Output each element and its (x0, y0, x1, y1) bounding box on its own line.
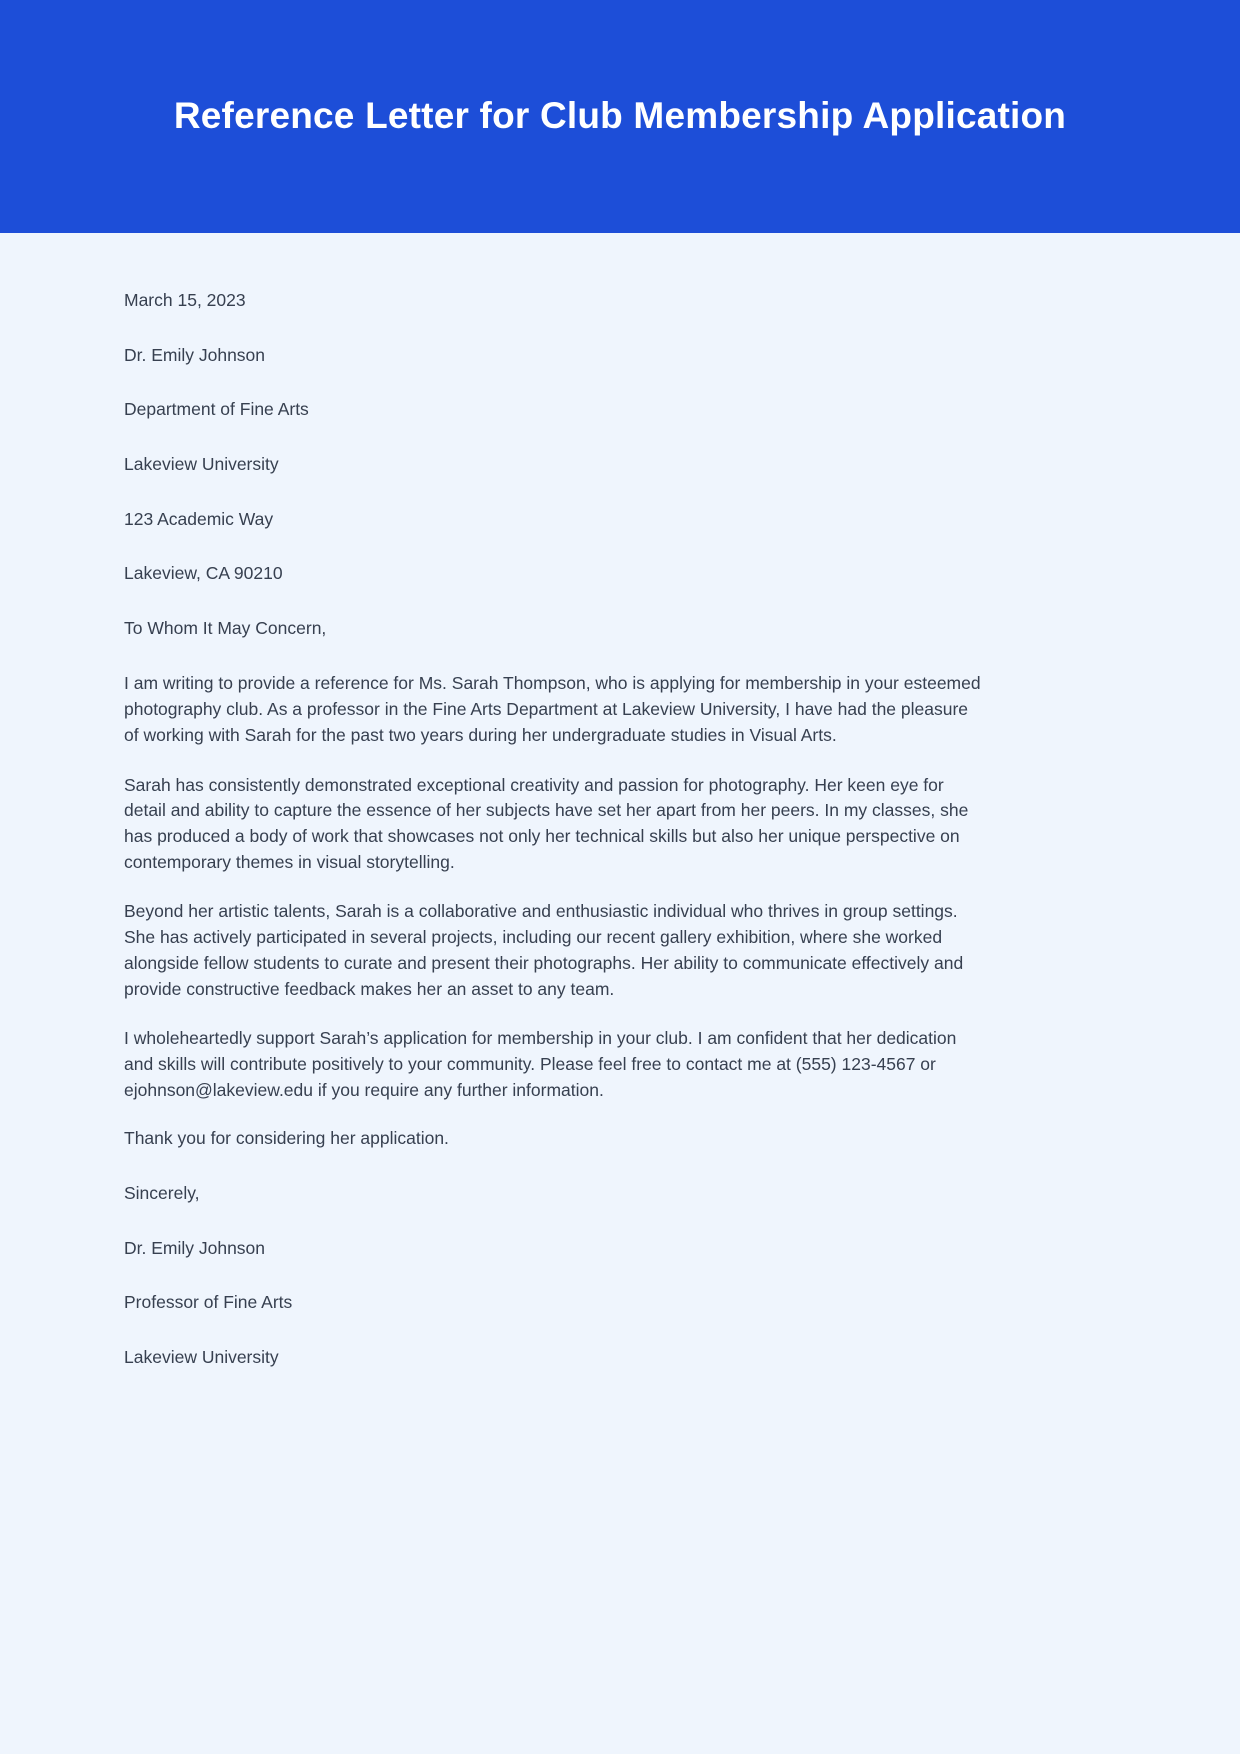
letter-salutation: To Whom It May Concern, (124, 617, 327, 638)
letter-paragraph-1: I am writing to provide a reference for Ms. Sarah Thompson, who is applying for membership in your esteemed photography club. As a professor in the Fine Arts Department at Lakeview University, I have had the pleasure of working with Sarah for the past two years during her undergraduate studies in Visual Arts. (124, 673, 981, 745)
letter-paragraph-3: Beyond her artistic talents, Sarah is a collaborative and enthusiastic individual who thrives in group settings. She has actively participated in several projects, including our recent gallery exhibition, where she worked alongside fellow students to curate and present their photographs. Her ability to communicate effectively and provide constructive feedback makes her an asset to any team. (124, 901, 964, 999)
recipient-organization: Lakeview University (124, 453, 279, 474)
letter-thanks: Thank you for considering her application. (124, 1128, 449, 1149)
letter-date: March 15, 2023 (124, 290, 246, 310)
recipient-street: 123 Academic Way (124, 508, 274, 529)
recipient-name: Dr. Emily Johnson (124, 344, 266, 365)
recipient-city-state-zip: Lakeview, CA 90210 (124, 563, 283, 584)
letter-paragraph-4: I wholeheartedly support Sarah’s application for membership in your club. I am confident that her dedication and skills will contribute positively to your community. Please feel free to contact me at (555) 123-4567 or ejohnson@lakeview.edu if you require any further information. (124, 1028, 957, 1100)
signature-organization: Lakeview University (124, 1346, 279, 1367)
page-title: Reference Letter for Club Membership Application (173, 95, 1067, 137)
recipient-department: Department of Fine Arts (124, 399, 309, 420)
signature-title: Professor of Fine Arts (124, 1292, 293, 1313)
letter-closing: Sincerely, (124, 1183, 200, 1204)
signature-name: Dr. Emily Johnson (124, 1237, 266, 1258)
document-header-banner (0, 0, 1240, 233)
letter-body (0, 233, 1240, 1370)
letter-paragraph-2: Sarah has consistently demonstrated exceptional creativity and passion for photography. Her keen eye for detail and ability to capture the essence of her subjects have set her apart from her peers. In my classes, she has produced a body of work that showcases not only her technical skills but also her unique perspective on contemporary themes in visual storytelling. (124, 774, 969, 872)
